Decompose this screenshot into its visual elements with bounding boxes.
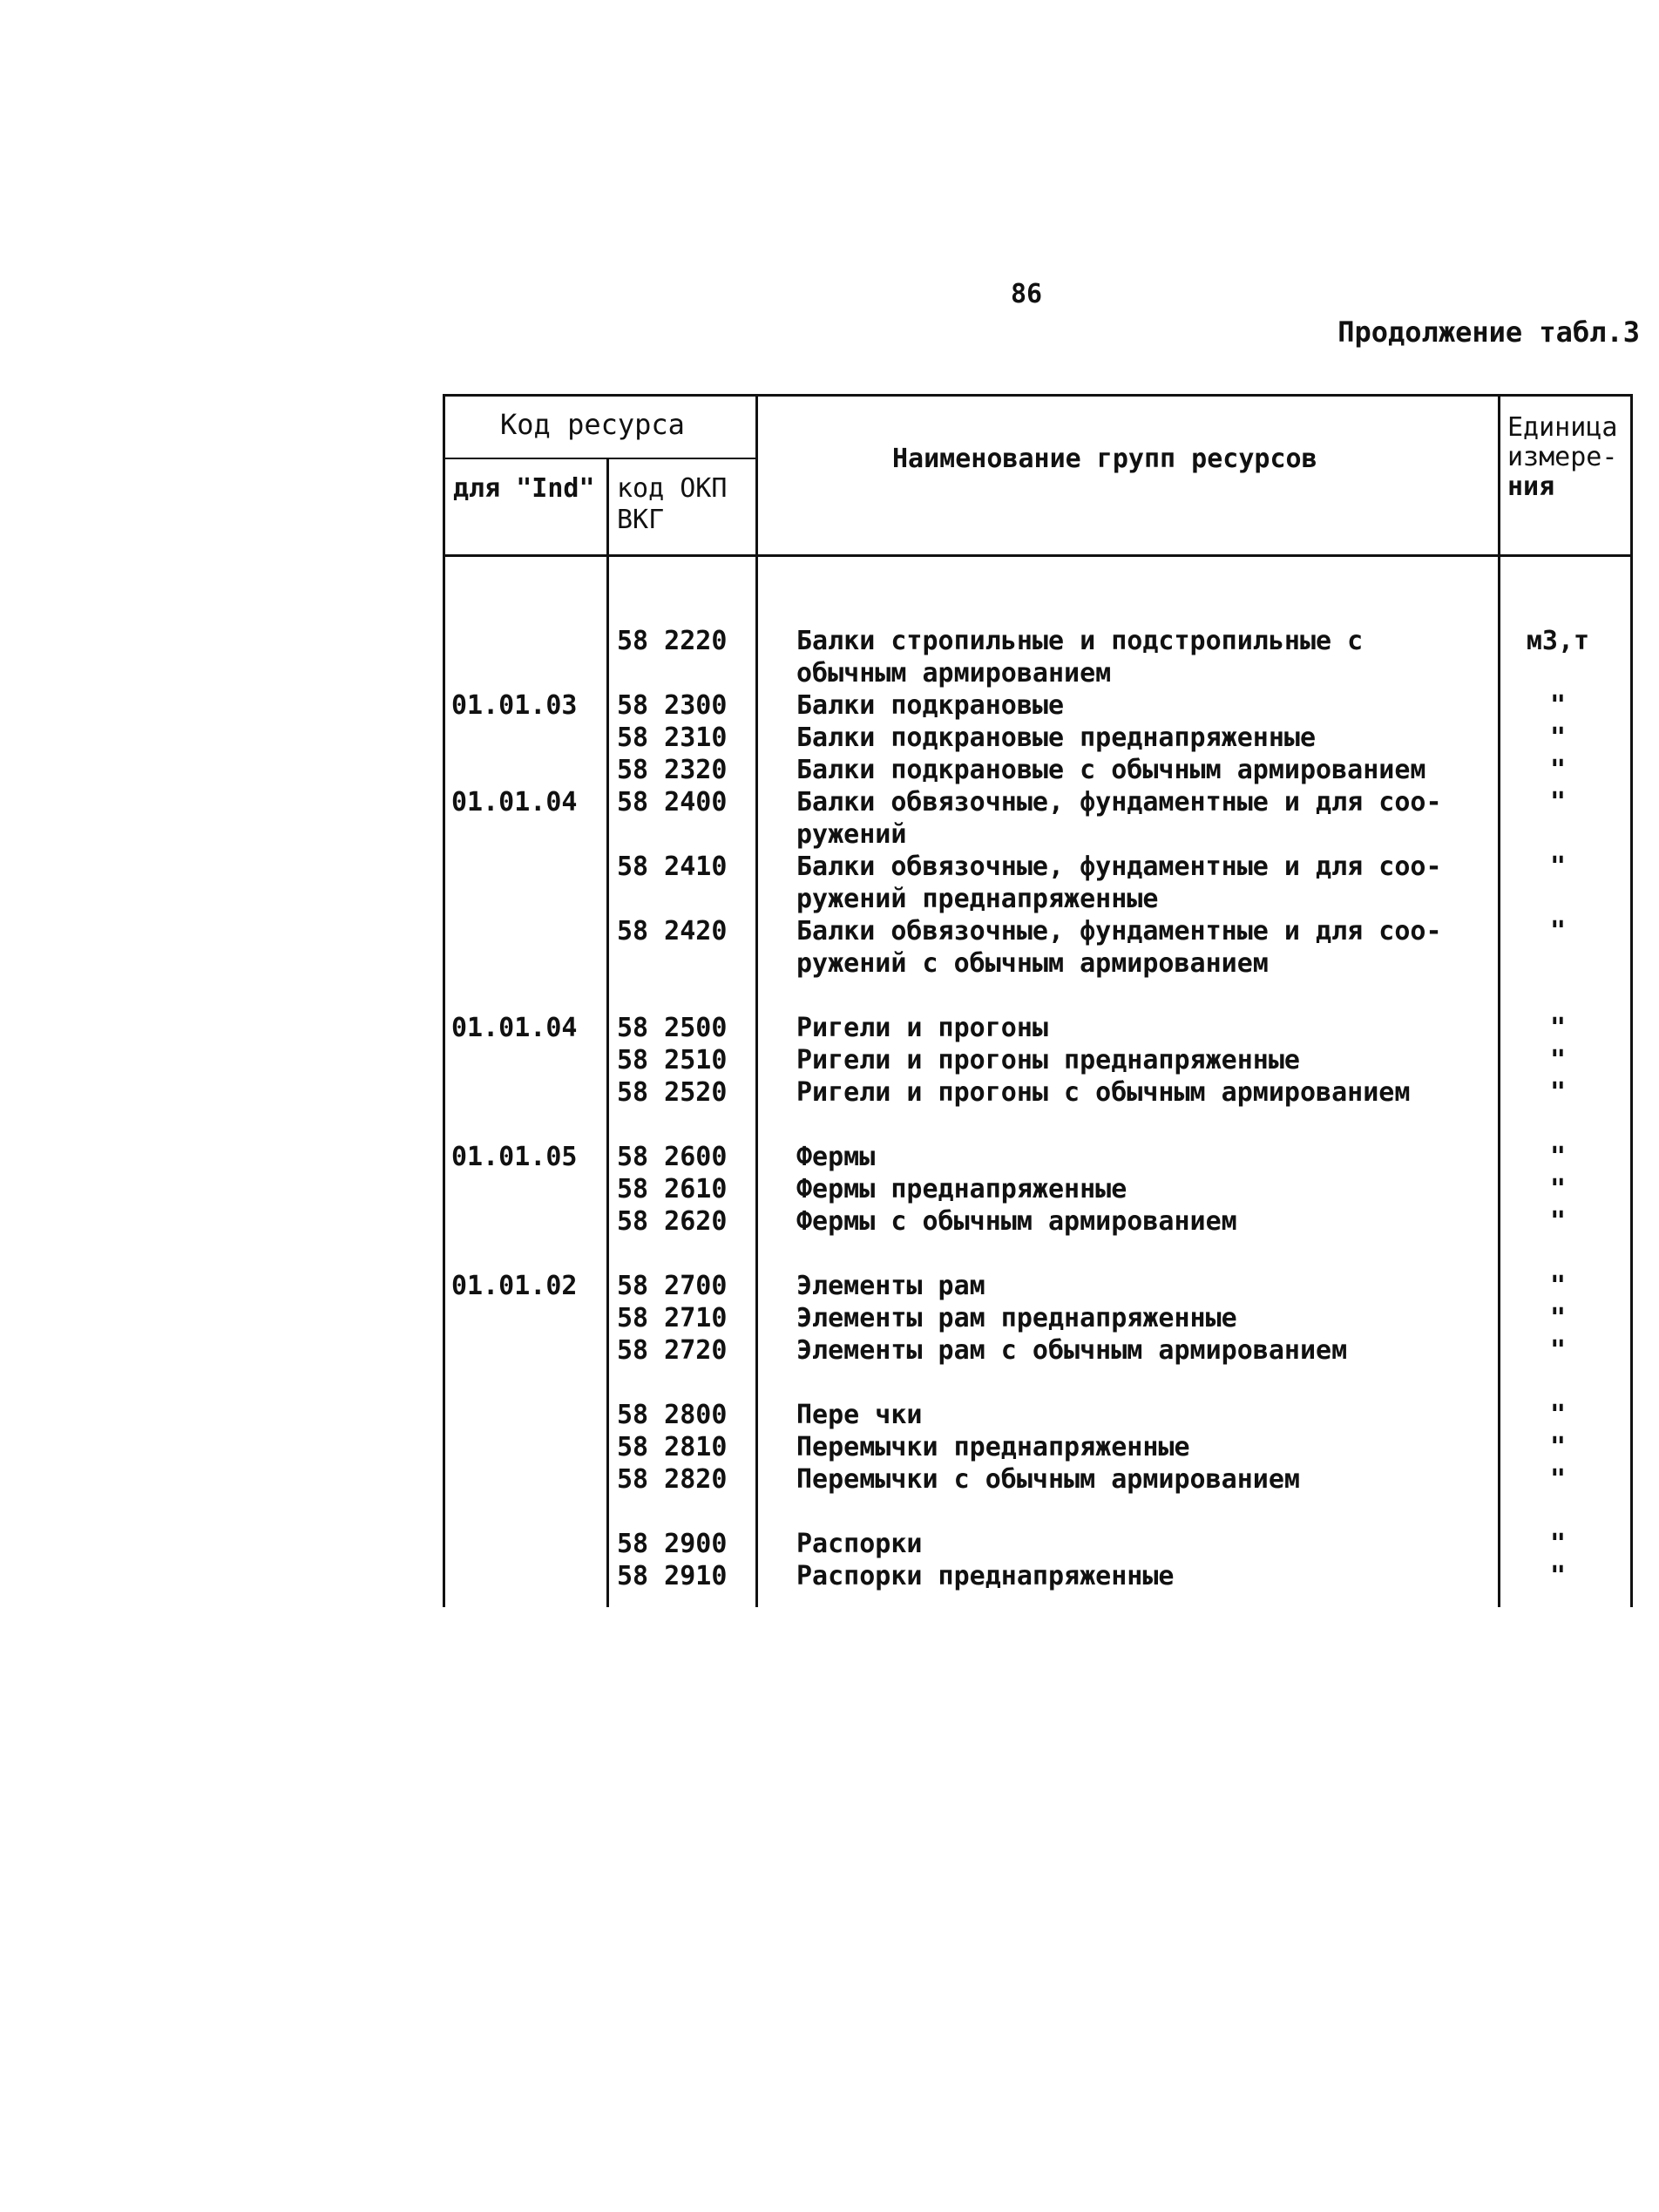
table-row <box>443 1528 1633 1560</box>
table-row <box>443 1205 1633 1238</box>
resource-name-line: Элементы рам преднапряженные <box>796 1303 1237 1333</box>
resource-name-line: Пере чки <box>796 1400 923 1430</box>
cell-resource-name <box>796 851 1476 915</box>
cell-resource-name <box>796 1076 1476 1109</box>
cell-resource-name <box>796 1141 1476 1173</box>
cell-unit: " <box>1549 1013 1567 1043</box>
page-number: 86 <box>1011 279 1043 309</box>
cell-unit: " <box>1549 1142 1567 1172</box>
table-row <box>443 1463 1633 1496</box>
cell-okp-code: 58 2420 <box>617 916 728 947</box>
cell-okp-code: 58 2810 <box>617 1432 728 1462</box>
cell-okp-code: 58 2720 <box>617 1335 728 1366</box>
cell-unit: " <box>1549 1464 1567 1495</box>
resource-name-line: Перемычки преднапряженные <box>796 1432 1190 1462</box>
row-spacer <box>443 980 1633 1012</box>
cell-resource-name <box>796 689 1476 722</box>
resource-name-line: Перемычки с обычным армированием <box>796 1464 1300 1495</box>
cell-unit: " <box>1549 1271 1567 1301</box>
cell-unit: " <box>1549 787 1567 818</box>
cell-okp-code: 58 2500 <box>617 1013 728 1043</box>
cell-okp-code: 58 2620 <box>617 1206 728 1237</box>
table-continuation-label: Продолжение табл.3 <box>1337 316 1640 349</box>
cell-okp-code: 58 2300 <box>617 690 728 721</box>
resource-table <box>443 394 1633 1607</box>
cell-unit: " <box>1549 1045 1567 1075</box>
header-ind-column: для "Ind" <box>453 473 595 504</box>
header-resource-code: Код ресурса <box>500 408 685 441</box>
table-row <box>443 1044 1633 1076</box>
cell-unit: " <box>1549 723 1567 753</box>
cell-resource-name <box>796 1334 1476 1367</box>
cell-okp-code: 58 2320 <box>617 755 728 785</box>
cell-okp-code: 58 2220 <box>617 626 728 656</box>
cell-unit: " <box>1549 690 1567 721</box>
cell-okp-code: 58 2800 <box>617 1400 728 1430</box>
resource-name-line: ружений <box>796 819 907 850</box>
table-row <box>443 1173 1633 1205</box>
resource-name-line: ружений с обычным армированием <box>796 948 1269 979</box>
table-row <box>443 722 1633 754</box>
header-unit-line3: ния <box>1507 472 1555 502</box>
table-row <box>443 1399 1633 1431</box>
cell-okp-code: 58 2900 <box>617 1529 728 1559</box>
table-row <box>443 851 1633 915</box>
resource-name-line: Распорки <box>796 1529 923 1559</box>
cell-resource-name <box>796 722 1476 754</box>
cell-resource-name <box>796 1270 1476 1302</box>
cell-resource-name <box>796 1012 1476 1044</box>
cell-ind-code: 01.01.05 <box>451 1142 578 1172</box>
table-body <box>443 593 1633 1592</box>
cell-unit: " <box>1549 1077 1567 1108</box>
header-name-column: Наименование групп ресурсов <box>892 444 1317 474</box>
row-spacer <box>443 1367 1633 1399</box>
cell-unit: " <box>1549 1561 1567 1591</box>
resource-name-line: ружений преднапряженные <box>796 884 1159 914</box>
resource-name-line: Фермы <box>796 1142 876 1172</box>
resource-name-line: Фермы преднапряженные <box>796 1174 1127 1204</box>
cell-okp-code: 58 2710 <box>617 1303 728 1333</box>
resource-name-line: Балки обвязочные, фундаментные и для соо- <box>796 787 1442 818</box>
resource-name-line: Элементы рам <box>796 1271 985 1301</box>
cell-unit: " <box>1549 755 1567 785</box>
table-row <box>443 625 1633 689</box>
cell-ind-code: 01.01.04 <box>451 787 578 818</box>
cell-resource-name <box>796 625 1476 689</box>
cell-okp-code: 58 2310 <box>617 723 728 753</box>
cell-resource-name <box>796 1560 1476 1592</box>
row-spacer <box>443 593 1633 625</box>
header-unit-line2: измере- <box>1507 442 1618 472</box>
resource-name-line: Ригели и прогоны <box>796 1013 1048 1043</box>
resource-name-line: Балки обвязочные, фундаментные и для соо- <box>796 852 1442 882</box>
cell-okp-code: 58 2600 <box>617 1142 728 1172</box>
cell-okp-code: 58 2610 <box>617 1174 728 1204</box>
table-row <box>443 786 1633 851</box>
header-subdivider <box>443 458 757 459</box>
resource-name-line: Ригели и прогоны с обычным армированием <box>796 1077 1411 1108</box>
table-row <box>443 1076 1633 1109</box>
cell-unit: " <box>1549 1400 1567 1430</box>
cell-ind-code: 01.01.03 <box>451 690 578 721</box>
row-spacer <box>443 1238 1633 1270</box>
cell-resource-name <box>796 1173 1476 1205</box>
cell-okp-code: 58 2820 <box>617 1464 728 1495</box>
cell-resource-name <box>796 1528 1476 1560</box>
resource-name-line: Балки обвязочные, фундаментные и для соо- <box>796 916 1442 947</box>
cell-resource-name <box>796 754 1476 786</box>
cell-unit: м3,т <box>1526 626 1590 656</box>
row-spacer <box>443 1109 1633 1141</box>
table-top-border <box>443 394 1633 397</box>
resource-name-line: Балки подкрановые преднапряженные <box>796 723 1317 753</box>
cell-okp-code: 58 2910 <box>617 1561 728 1591</box>
resource-name-line: Балки подкрановые <box>796 690 1065 721</box>
cell-okp-code: 58 2510 <box>617 1045 728 1075</box>
row-spacer <box>443 1496 1633 1528</box>
cell-resource-name <box>796 1463 1476 1496</box>
table-row <box>443 754 1633 786</box>
cell-ind-code: 01.01.04 <box>451 1013 578 1043</box>
cell-resource-name <box>796 786 1476 851</box>
table-row <box>443 1141 1633 1173</box>
cell-unit: " <box>1549 1303 1567 1333</box>
header-okp-line1: код ОКП <box>617 473 728 504</box>
table-row <box>443 1012 1633 1044</box>
table-row <box>443 689 1633 722</box>
resource-name-line: Балки стропильные и подстропильные с <box>796 626 1364 656</box>
cell-unit: " <box>1549 1335 1567 1366</box>
header-unit-line1: Единица <box>1507 412 1618 443</box>
cell-okp-code: 58 2700 <box>617 1271 728 1301</box>
cell-unit: " <box>1549 1174 1567 1204</box>
cell-okp-code: 58 2400 <box>617 787 728 818</box>
cell-unit: " <box>1549 852 1567 882</box>
resource-name-line: Балки подкрановые с обычным армированием <box>796 755 1426 785</box>
cell-resource-name <box>796 1044 1476 1076</box>
header-bottom-border <box>443 554 1633 557</box>
cell-okp-code: 58 2520 <box>617 1077 728 1108</box>
cell-unit: " <box>1549 1529 1567 1559</box>
resource-name-line: обычным армированием <box>796 658 1112 689</box>
table-row <box>443 1334 1633 1367</box>
cell-resource-name <box>796 915 1476 980</box>
cell-okp-code: 58 2410 <box>617 852 728 882</box>
resource-name-line: Фермы с обычным армированием <box>796 1206 1237 1237</box>
resource-name-line: Элементы рам с обычным армированием <box>796 1335 1348 1366</box>
cell-unit: " <box>1549 916 1567 947</box>
cell-resource-name <box>796 1431 1476 1463</box>
table-row <box>443 1270 1633 1302</box>
cell-resource-name <box>796 1205 1476 1238</box>
table-row <box>443 1431 1633 1463</box>
resource-name-line: Распорки преднапряженные <box>796 1561 1175 1591</box>
cell-unit: " <box>1549 1432 1567 1462</box>
cell-ind-code: 01.01.02 <box>451 1271 578 1301</box>
cell-resource-name <box>796 1399 1476 1431</box>
table-row <box>443 1302 1633 1334</box>
header-okp-line2: ВКГ <box>617 505 665 535</box>
cell-resource-name <box>796 1302 1476 1334</box>
resource-name-line: Ригели и прогоны преднапряженные <box>796 1045 1300 1075</box>
cell-unit: " <box>1549 1206 1567 1237</box>
table-row <box>443 915 1633 980</box>
table-row <box>443 1560 1633 1592</box>
